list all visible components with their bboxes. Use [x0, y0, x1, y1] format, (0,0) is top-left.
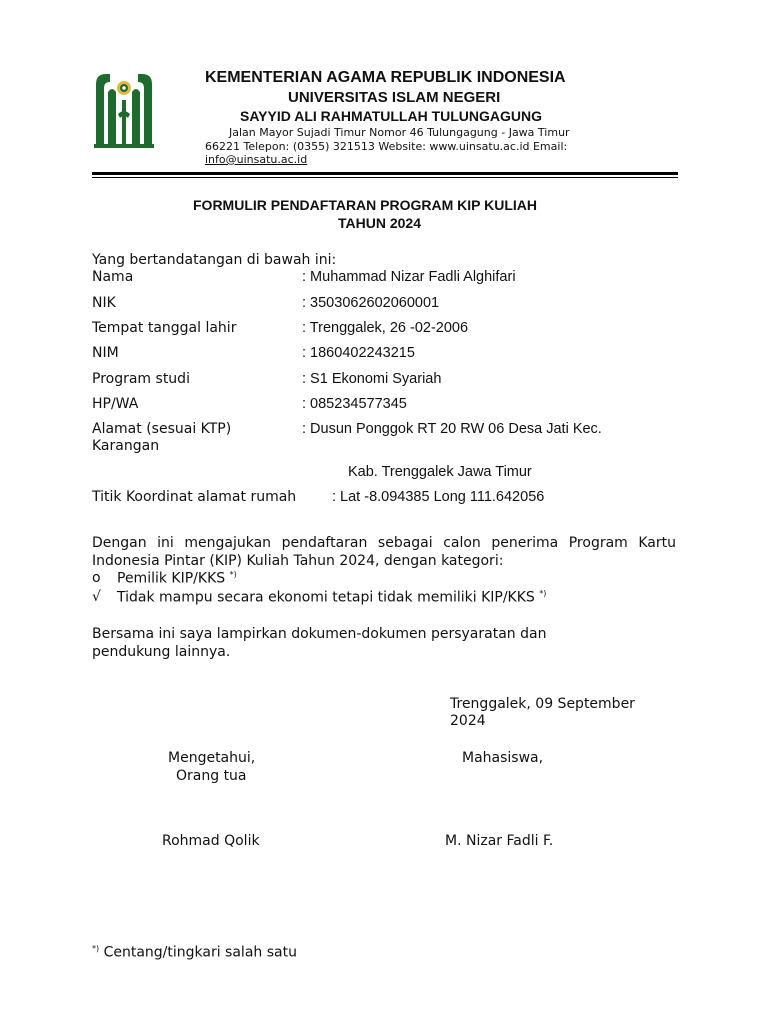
statement-paragraph: Dengan ini mengajukan pendaftaran sebagai calon penerima Program Kartu Indonesia Pintar (KIP) Kuliah Tahun 2024, dengan kategori:: [92, 535, 676, 569]
left-signer-title: Mengetahui,: [168, 750, 256, 766]
field-label-alamat-cont: Karangan: [92, 438, 160, 454]
field-value-nim: : 1860402243215: [302, 345, 415, 361]
letterhead-rule-thick: [92, 172, 678, 175]
university-logo: [92, 70, 156, 150]
footnote-text: Centang/tingkari salah satu: [103, 944, 297, 961]
field-label-nik: NIK: [92, 295, 116, 311]
coordinates-value: : Lat -8.094385 Long 111.642056: [332, 489, 545, 505]
field-value-ttl: : Trenggalek, 26 -02-2006: [302, 320, 469, 336]
field-value-alamat-line2: Kab. Trenggalek Jawa Timur: [348, 464, 532, 480]
address-line: Jalan Mayor Sujadi Timur Nomor 46 Tulungagung - Jawa Timur: [229, 126, 570, 139]
letterhead-rule-thin: [92, 177, 678, 178]
field-value-nama: : Muhammad Nizar Fadli Alghifari: [302, 269, 516, 285]
field-label-prodi: Program studi: [92, 371, 190, 387]
university-heading: UNIVERSITAS ISLAM NEGERI: [288, 89, 501, 106]
place-date-year: 2024: [450, 713, 486, 729]
attachment-paragraph: Bersama ini saya lampirkan dokumen-dokumen persyaratan dan pendukung lainnya.: [92, 626, 547, 660]
option-item-2: [117, 589, 546, 606]
option-text-1: Pemilik KIP/KKS: [117, 570, 226, 587]
option-marker-1: o: [92, 570, 101, 586]
field-value-prodi: : S1 Ekonomi Syariah: [302, 371, 442, 387]
right-signer-name: M. Nizar Fadli F.: [445, 833, 554, 849]
field-label-alamat: Alamat (sesuai KTP): [92, 421, 232, 437]
form-title: FORMULIR PENDAFTARAN PROGRAM KIP KULIAH: [193, 197, 538, 213]
field-label-hp: HP/WA: [92, 396, 139, 412]
left-signer-name: Rohmad Qolik: [162, 833, 260, 849]
coordinates-label: Titik Koordinat alamat rumah: [92, 489, 297, 505]
intro-text: Yang bertandatangan di bawah ini:: [92, 252, 337, 268]
field-value-alamat: : Dusun Ponggok RT 20 RW 06 Desa Jati Kec.: [302, 421, 602, 437]
footnote: [92, 944, 297, 961]
option-note-2: *): [539, 589, 547, 598]
field-label-nama: Nama: [92, 269, 134, 285]
option-text-2: Tidak mampu secara ekonomi tetapi tidak memiliki KIP/KKS: [117, 589, 535, 606]
left-signer-role: Orang tua: [176, 768, 247, 784]
email-link[interactable]: info@uinsatu.ac.id: [205, 153, 308, 166]
option-marker-2: √: [92, 589, 101, 605]
ministry-heading: KEMENTERIAN AGAMA REPUBLIK INDONESIA: [205, 69, 566, 86]
form-year: TAHUN 2024: [338, 215, 421, 231]
footnote-mark: *): [92, 944, 100, 953]
university-subheading: SAYYID ALI RAHMATULLAH TULUNGAGUNG: [240, 108, 543, 124]
right-signer-title: Mahasiswa,: [462, 750, 544, 766]
field-label-ttl: Tempat tanggal lahir: [92, 320, 237, 336]
field-label-nim: NIM: [92, 345, 119, 361]
option-item-1: [117, 570, 237, 587]
field-value-hp: : 085234577345: [302, 396, 407, 412]
place-date: Trenggalek, 09 September: [450, 696, 635, 712]
option-note-1: *): [229, 570, 237, 579]
field-value-nik: : 3503062602060001: [302, 295, 440, 311]
contact-line: 66221 Telepon: (0355) 321513 Website: www.uinsatu.ac.id Email:: [205, 140, 568, 153]
